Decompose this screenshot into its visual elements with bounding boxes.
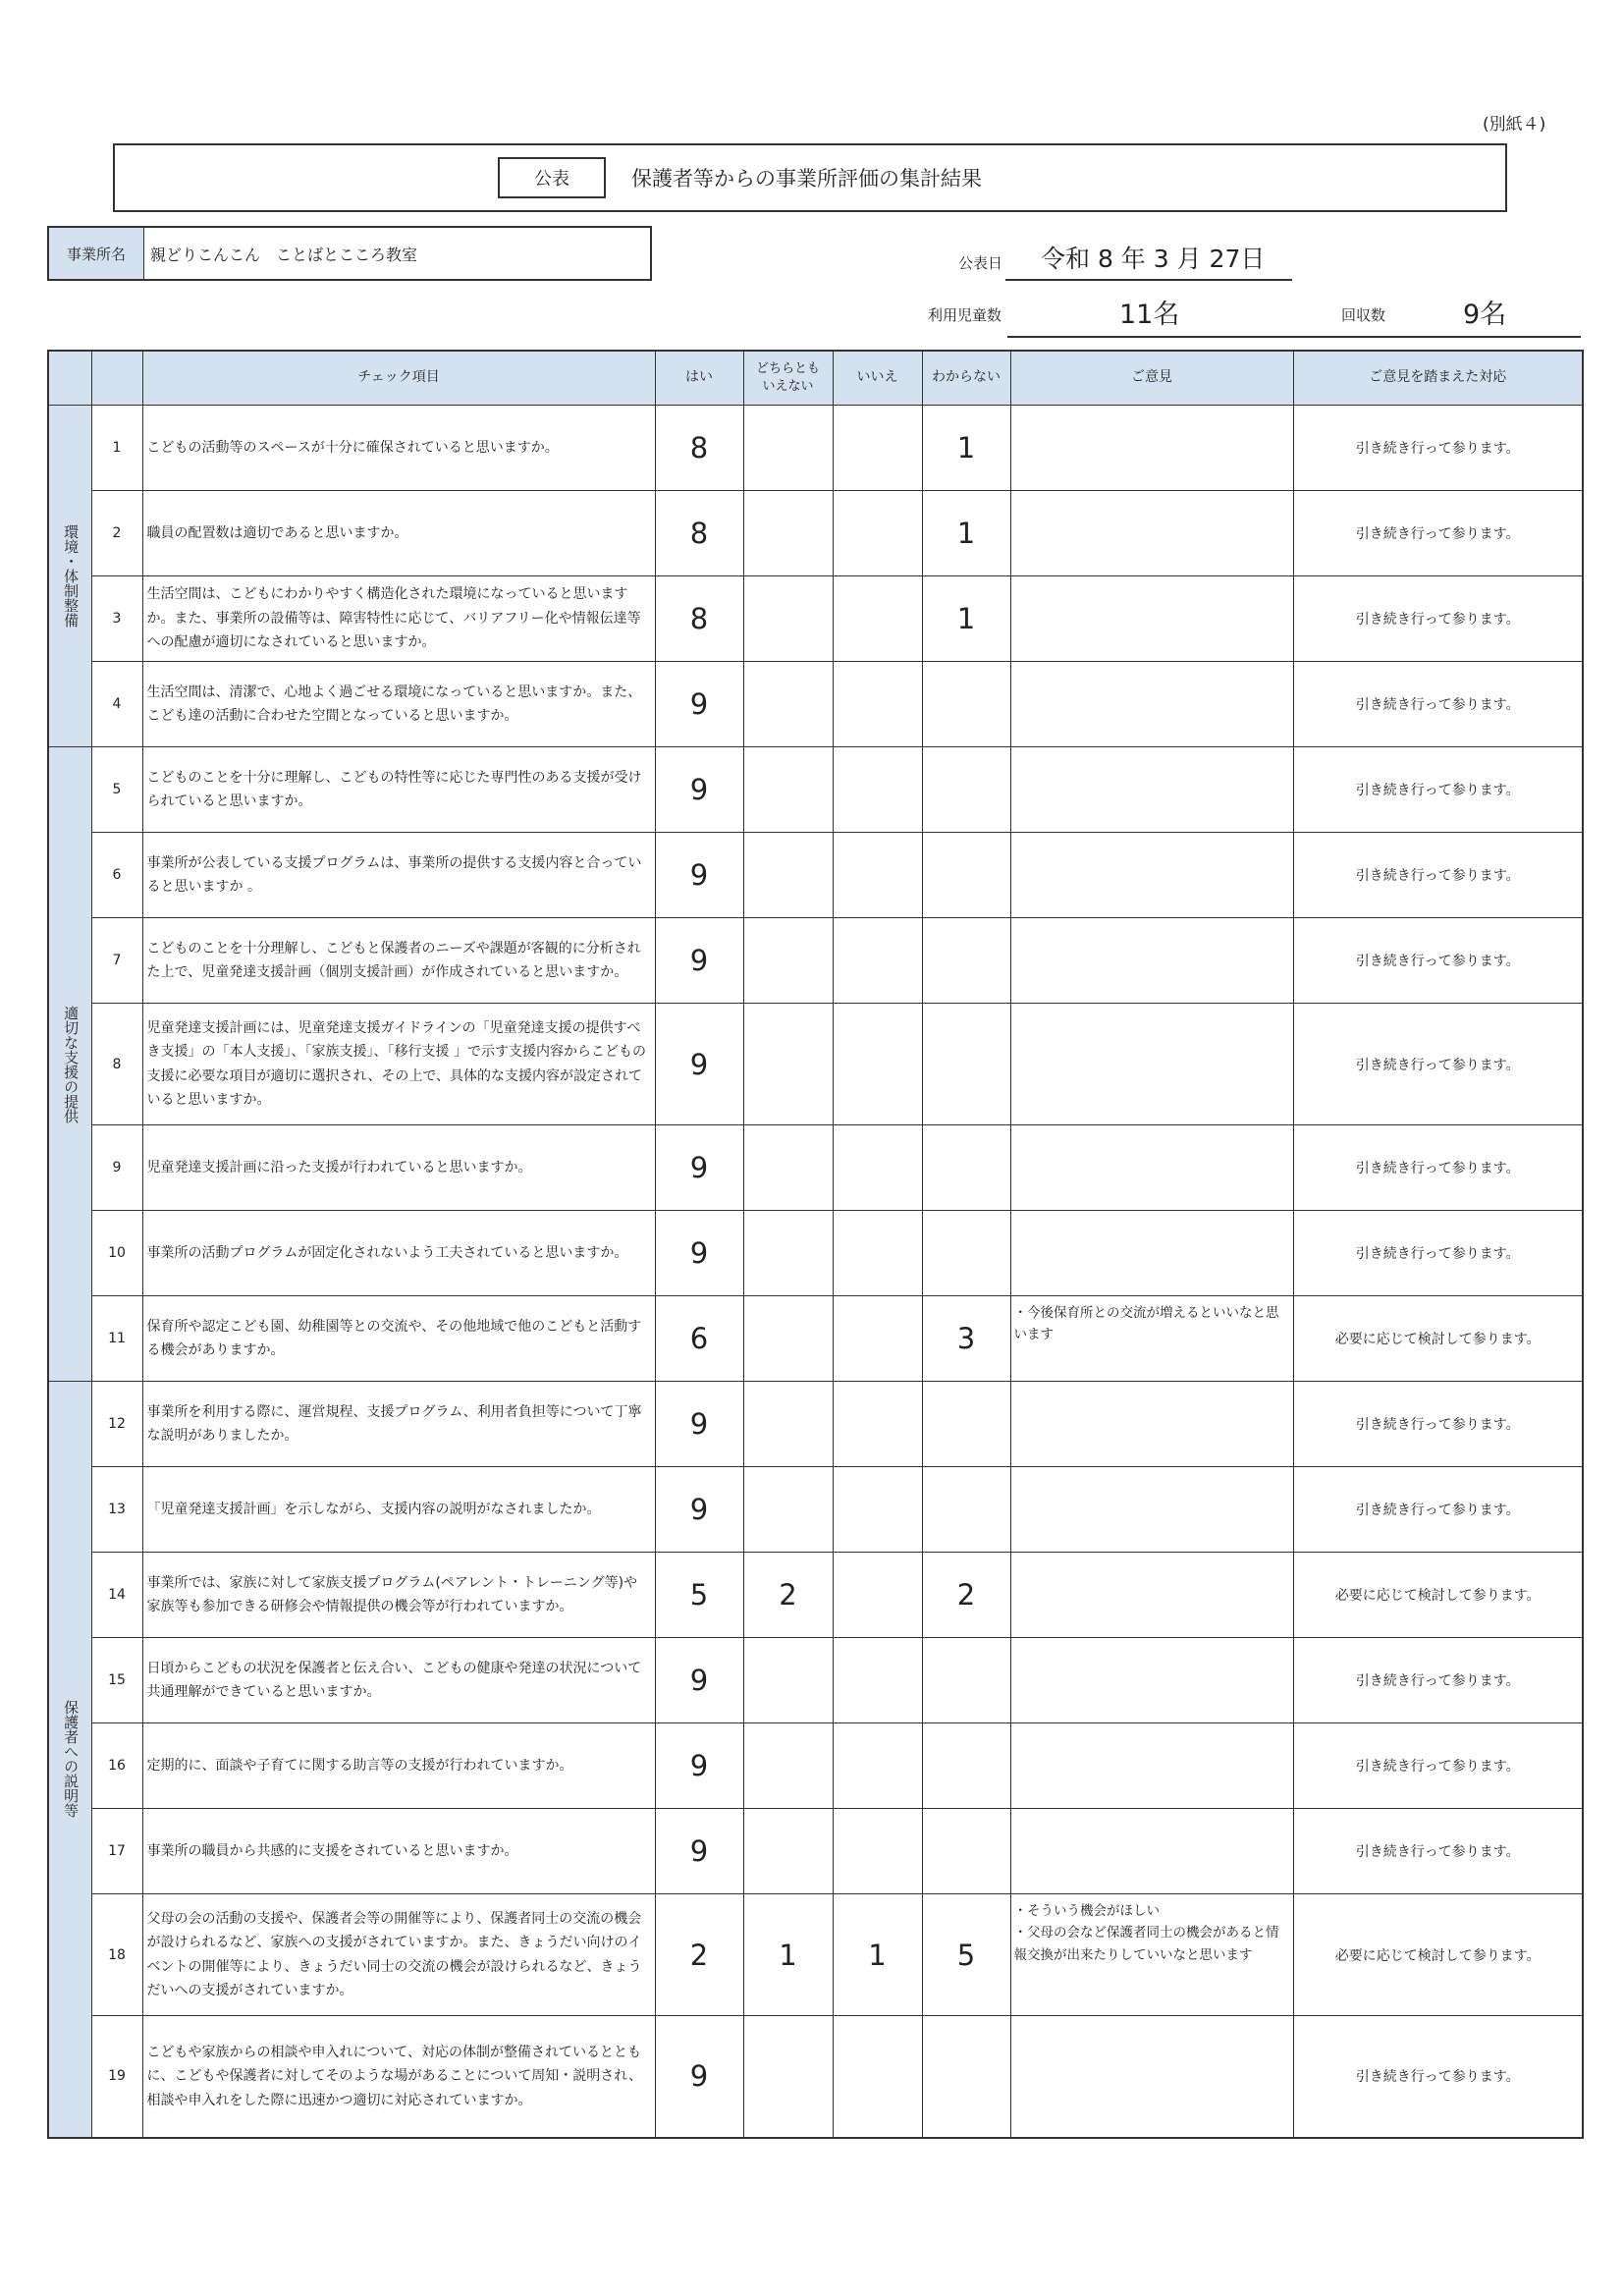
opinion-text [1010,918,1293,1004]
response-text: 引き続き行って参ります。 [1293,833,1583,918]
response-text: 引き続き行って参ります。 [1293,1638,1583,1723]
count-no [833,747,922,833]
opinion-text [1010,1809,1293,1894]
opinion-text: ・今後保育所との交流が増えるといいなと思います [1010,1296,1293,1382]
question-text: こどものことを十分に理解し、こどもの特性等に応じた専門性のある支援が受けられていると思いますか。 [142,747,655,833]
count-neither [743,1004,833,1125]
count-neither [743,747,833,833]
count-neither [743,833,833,918]
opinion-text [1010,1553,1293,1638]
count-unknown [922,1211,1010,1296]
count-yes: 5 [655,1553,743,1638]
count-yes: 2 [655,1894,743,2016]
table-row [48,1004,1583,1125]
count-neither [743,662,833,747]
count-unknown [922,833,1010,918]
count-unknown [922,1809,1010,1894]
opinion-text [1010,1125,1293,1211]
count-no [833,1125,922,1211]
count-no [833,1723,922,1809]
opinion-text: ・そういう機会がほしい ・父母の会など保護者同士の機会があると情報交換が出来たりしていいなと思います [1010,1894,1293,2016]
opinion-text [1010,1467,1293,1553]
opinion-text [1010,747,1293,833]
count-no [833,918,922,1004]
count-unknown: 3 [922,1296,1010,1382]
table-row [48,1723,1583,1809]
table-row [48,1894,1583,2016]
row-number: 9 [91,1125,142,1211]
table-row [48,662,1583,747]
count-no [833,491,922,576]
header-number [91,351,142,406]
question-text: 日頃からこどもの状況を保護者と伝え合い、こどもの健康や発達の状況について共通理解ができていると思いますか。 [142,1638,655,1723]
count-neither [743,1211,833,1296]
opinion-text [1010,833,1293,918]
count-no: 1 [833,1894,922,2016]
row-number: 7 [91,918,142,1004]
table-row [48,1638,1583,1723]
title-box [113,143,1507,212]
question-text: 児童発達支援計画に沿った支援が行われていると思いますか。 [142,1125,655,1211]
question-text: 事業所の職員から共感的に支援をされていると思いますか。 [142,1809,655,1894]
count-yes: 9 [655,1467,743,1553]
category-label: 保護者への説明等 [48,1382,91,2138]
opinion-text [1010,406,1293,491]
row-number: 12 [91,1382,142,1467]
header-row [48,351,1583,406]
response-text: 引き続き行って参ります。 [1293,1723,1583,1809]
count-unknown [922,2016,1010,2138]
row-number: 1 [91,406,142,491]
question-text: 生活空間は、清潔で、心地よく過ごせる環境になっていると思いますか。また、こども達の活動に合わせた空間となっていると思いますか。 [142,662,655,747]
count-yes: 8 [655,576,743,662]
publish-date-label: 公表日 [958,254,1003,272]
table-row [48,1467,1583,1553]
users-label: 利用児童数 [928,306,1002,324]
row-number: 16 [91,1723,142,1809]
header-check-item: チェック項目 [142,351,655,406]
question-text: 保育所や認定こども園、幼稚園等との交流や、その他地域で他のこどもと活動する機会がありますか。 [142,1296,655,1382]
question-text: 定期的に、面談や子育てに関する助言等の支援が行われていますか。 [142,1723,655,1809]
response-text: 引き続き行って参ります。 [1293,1125,1583,1211]
response-text: 引き続き行って参ります。 [1293,747,1583,833]
count-yes: 9 [655,833,743,918]
row-number: 10 [91,1211,142,1296]
count-unknown: 5 [922,1894,1010,2016]
table-row [48,576,1583,662]
question-text: 職員の配置数は適切であると思いますか。 [142,491,655,576]
count-yes: 6 [655,1296,743,1382]
response-text: 引き続き行って参ります。 [1293,406,1583,491]
row-number: 14 [91,1553,142,1638]
count-yes: 9 [655,662,743,747]
count-unknown [922,1467,1010,1553]
category-label: 環境・体制整備 [48,406,91,747]
count-neither [743,1296,833,1382]
count-no [833,1467,922,1553]
responses-count: 9名 [1463,300,1507,330]
table-row [48,833,1583,918]
opinion-text [1010,662,1293,747]
responses-label: 回収数 [1341,306,1386,324]
count-yes: 9 [655,918,743,1004]
count-no [833,2016,922,2138]
count-neither [743,2016,833,2138]
count-unknown [922,918,1010,1004]
opinion-text [1010,576,1293,662]
response-text: 引き続き行って参ります。 [1293,1004,1583,1125]
header-yes: はい [655,351,743,406]
count-no [833,1809,922,1894]
count-unknown: 1 [922,406,1010,491]
count-neither [743,406,833,491]
office-box [47,226,652,281]
header-unknown: わからない [922,351,1010,406]
response-text: 必要に応じて検討して参ります。 [1293,1894,1583,2016]
row-number: 5 [91,747,142,833]
table-row [48,491,1583,576]
count-yes: 9 [655,1723,743,1809]
publish-date: 令和 8 年 3 月 27日 [1005,236,1292,281]
header-response: ご意見を踏まえた対応 [1293,351,1583,406]
question-text: 事業所を利用する際に、運営規程、支援プログラム、利用者負担等について丁寧な説明がありましたか。 [142,1382,655,1467]
table-row [48,1211,1583,1296]
attachment-label: (別紙４) [1483,115,1546,135]
count-unknown [922,1125,1010,1211]
row-number: 2 [91,491,142,576]
count-yes: 9 [655,1382,743,1467]
count-yes: 9 [655,747,743,833]
question-text: 事業所が公表している支援プログラムは、事業所の提供する支援内容と合っていると思いますか 。 [142,833,655,918]
question-text: 事業所では、家族に対して家族支援プログラム(ペアレント・トレーニング等)や家族等も参加できる研修会や情報提供の機会等が行われていますか。 [142,1553,655,1638]
count-neither [743,918,833,1004]
count-neither [743,491,833,576]
count-no [833,1296,922,1382]
count-no [833,833,922,918]
page-title: 保護者等からの事業所評価の集計結果 [631,167,982,191]
opinion-text [1010,1382,1293,1467]
count-no [833,1211,922,1296]
response-text: 必要に応じて検討して参ります。 [1293,1296,1583,1382]
count-no [833,1382,922,1467]
row-number: 6 [91,833,142,918]
response-text: 必要に応じて検討して参ります。 [1293,1553,1583,1638]
count-no [833,1638,922,1723]
row-number: 18 [91,1894,142,2016]
question-text: こどもの活動等のスペースが十分に確保されていると思いますか。 [142,406,655,491]
table-row [48,406,1583,491]
count-neither [743,1809,833,1894]
count-yes: 9 [655,1125,743,1211]
count-neither [743,1467,833,1553]
row-number: 3 [91,576,142,662]
count-yes: 9 [655,1004,743,1125]
response-text: 引き続き行って参ります。 [1293,2016,1583,2138]
row-number: 4 [91,662,142,747]
count-unknown [922,1723,1010,1809]
question-text: 生活空間は、こどもにわかりやすく構造化された環境になっていると思いますか。また、事業所の設備等は、障害特性に応じて、バリアフリー化や情報伝達等への配慮が適切になされていると思いますか。 [142,576,655,662]
response-text: 引き続き行って参ります。 [1293,576,1583,662]
count-no [833,406,922,491]
header-opinion: ご意見 [1010,351,1293,406]
header-category [48,351,91,406]
count-unknown [922,1638,1010,1723]
count-unknown [922,1382,1010,1467]
row-number: 13 [91,1467,142,1553]
table-body [48,406,1583,2138]
count-no [833,576,922,662]
count-yes: 8 [655,406,743,491]
opinion-text [1010,491,1293,576]
count-neither [743,1382,833,1467]
count-neither [743,1125,833,1211]
count-neither [743,576,833,662]
row-number: 8 [91,1004,142,1125]
question-text: 児童発達支援計画には、児童発達支援ガイドラインの「児童発達支援の提供すべき支援」の「本人支援」、「家族支援」、「移行支援 」で示す支援内容からこどもの支援に必要な項目が適切に選択され、その上で、具体的な支援内容が設定されていると思いますか。 [142,1004,655,1125]
question-text: 事業所の活動プログラムが固定化されないよう工夫されていると思いますか。 [142,1211,655,1296]
public-tag: 公表 [498,157,606,198]
header-neither: どちらとも いえない [743,351,833,406]
response-text: 引き続き行って参ります。 [1293,1809,1583,1894]
count-no [833,1553,922,1638]
response-text: 引き続き行って参ります。 [1293,1211,1583,1296]
table-row [48,1382,1583,1467]
count-neither [743,1638,833,1723]
question-text: 父母の会の活動の支援や、保護者会等の開催等により、保護者同士の交流の機会が設けられるなど、家族への支援がされていますか。また、きょうだい向けのイベントの開催等により、きょうだい同士の交流の機会が設けられるなど、きょうだいへの支援がされていますか。 [142,1894,655,2016]
table-row [48,1809,1583,1894]
count-unknown [922,747,1010,833]
office-label: 事業所名 [49,228,144,279]
count-yes: 9 [655,2016,743,2138]
count-yes: 8 [655,491,743,576]
row-number: 11 [91,1296,142,1382]
response-text: 引き続き行って参ります。 [1293,918,1583,1004]
table-row [48,2016,1583,2138]
count-yes: 9 [655,1809,743,1894]
count-unknown: 1 [922,491,1010,576]
count-unknown [922,662,1010,747]
response-text: 引き続き行って参ります。 [1293,662,1583,747]
category-label: 適切な支援の提供 [48,747,91,1382]
office-name: 親どりこんこん ことばとこころ教室 [150,245,418,264]
question-text: こどもや家族からの相談や申入れについて、対応の体制が整備されているとともに、こどもや保護者に対してそのような場があることについて周知・説明され、相談や申入れをした際に迅速かつ適切に対応されていますか。 [142,2016,655,2138]
response-text: 引き続き行って参ります。 [1293,1382,1583,1467]
header-no: いいえ [833,351,922,406]
table-row [48,918,1583,1004]
row-number: 17 [91,1809,142,1894]
opinion-text [1010,1211,1293,1296]
opinion-text [1010,2016,1293,2138]
table-row [48,747,1583,833]
count-neither [743,1723,833,1809]
question-text: 「児童発達支援計画」を示しながら、支援内容の説明がなされましたか。 [142,1467,655,1553]
opinion-text [1010,1004,1293,1125]
count-unknown: 2 [922,1553,1010,1638]
opinion-text [1010,1638,1293,1723]
count-yes: 9 [655,1211,743,1296]
row-number: 19 [91,2016,142,2138]
response-text: 引き続き行って参ります。 [1293,491,1583,576]
count-no [833,1004,922,1125]
question-text: こどものことを十分理解し、こどもと保護者のニーズや課題が客観的に分析された上で、児童発達支援計画（個別支援計画）が作成されていると思いますか。 [142,918,655,1004]
count-unknown: 1 [922,576,1010,662]
count-yes: 9 [655,1638,743,1723]
users-count: 11名 [1119,300,1180,330]
row-number: 15 [91,1638,142,1723]
response-text: 引き続き行って参ります。 [1293,1467,1583,1553]
count-no [833,662,922,747]
evaluation-table [47,350,1584,2139]
count-neither: 2 [743,1553,833,1638]
count-unknown [922,1004,1010,1125]
count-neither: 1 [743,1894,833,2016]
table-row [48,1125,1583,1211]
table-row [48,1296,1583,1382]
opinion-text [1010,1723,1293,1809]
table-row [48,1553,1583,1638]
